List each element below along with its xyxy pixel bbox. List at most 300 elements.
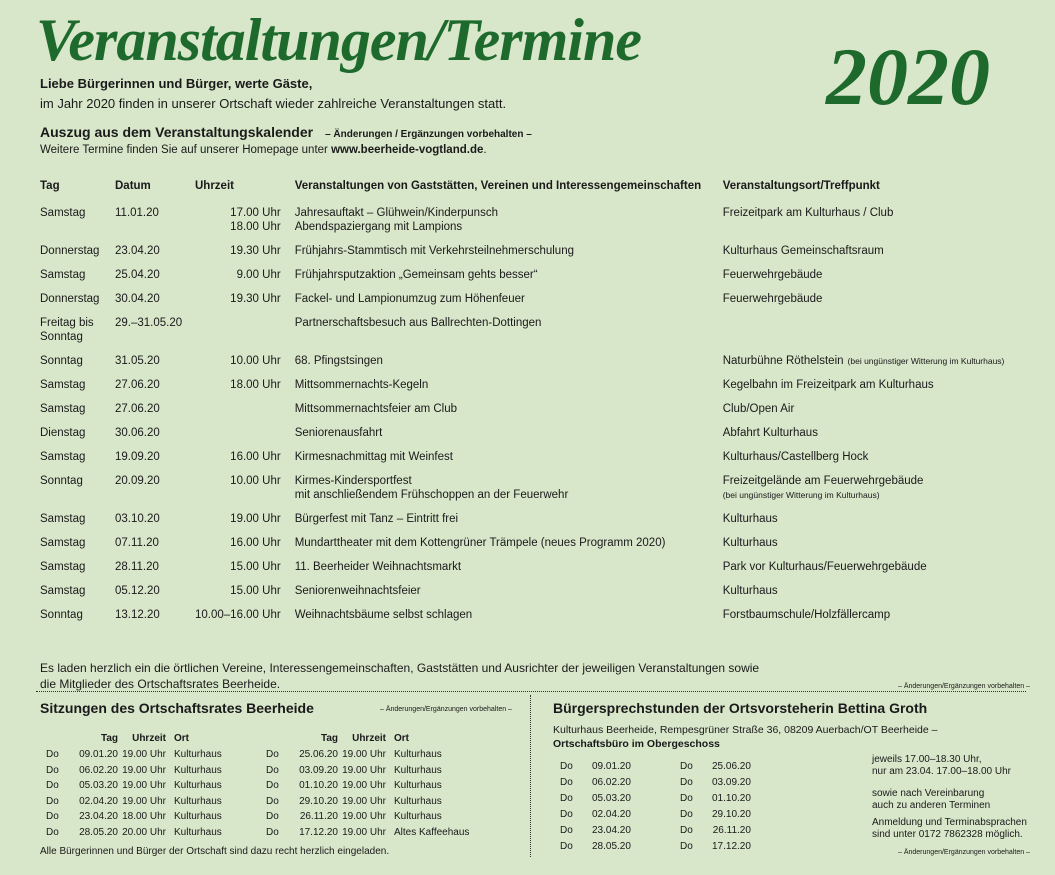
sitzung-date: 06.02.20 (79, 764, 118, 776)
sitzung-row (266, 779, 473, 795)
event-row (40, 474, 1023, 512)
event-title (295, 474, 723, 512)
event-location (723, 206, 1023, 244)
sitzung-day: Do (46, 795, 59, 807)
event-date: 11.01.20 (115, 207, 159, 219)
event-day (40, 244, 115, 268)
sitzung-day: Do (46, 780, 59, 791)
sprechstunde-row (680, 776, 755, 792)
event-time (195, 354, 295, 378)
event-day (40, 584, 115, 608)
event-day-text: Samstag (40, 379, 86, 391)
sitz-left-col-ort: Ort (174, 733, 189, 744)
event-title-text: Mundarttheater mit dem Kottengrüner Trämpele (neues Programm 2020) (294, 537, 666, 549)
event-title-text: 11. Beerheider Weihnachtsmarkt (294, 561, 462, 573)
event-row (40, 450, 1023, 474)
event-date: 20.09.20 (115, 475, 160, 487)
event-time (195, 608, 295, 632)
sitzung-time: 19.00 Uhr (122, 764, 166, 776)
sprechstunde-day: Do (680, 793, 693, 804)
sitzung-day: Do (46, 749, 59, 760)
event-row (40, 536, 1023, 560)
event-date: 07.11.20 (115, 537, 159, 549)
sitzung-date: 17.12.20 (299, 826, 338, 838)
event-time-text: 19.00 Uhr (230, 513, 281, 525)
sitzung-date: 25.06.20 (299, 749, 338, 760)
sprech-info-3b: sind unter 0172 7862328 möglich. (872, 829, 1023, 840)
sitzung-day: Do (266, 811, 279, 822)
event-location (723, 354, 1023, 378)
event-location-line (723, 244, 1023, 258)
event-title (295, 354, 723, 378)
sprechstunde-date: 23.04.20 (592, 825, 631, 836)
event-time (195, 378, 295, 402)
event-day-text: Samstag (40, 513, 86, 525)
sprechstunde-day: Do (560, 777, 573, 788)
event-day-text: Sonntag (40, 475, 83, 487)
event-location-line (723, 536, 1023, 550)
event-time (195, 474, 295, 512)
event-location (723, 268, 1023, 292)
sitzung-date: 05.03.20 (79, 780, 118, 791)
divider-vertical (530, 695, 531, 857)
event-day-text: Sonntag (40, 609, 83, 621)
event-location (723, 584, 1023, 608)
event-title-text: Seniorenausfahrt (294, 427, 383, 439)
event-location (723, 474, 1023, 512)
sprechstunde-day: Do (680, 809, 693, 820)
event-day (40, 426, 115, 450)
event-time (195, 560, 295, 584)
event-location-line (723, 378, 1023, 392)
event-day-text: Samstag (40, 451, 86, 463)
sitzung-day: Do (266, 780, 279, 791)
sprechstunde-day: Do (560, 761, 573, 772)
event-day (40, 206, 115, 244)
sitzung-day: Do (266, 749, 279, 760)
event-title (295, 512, 723, 536)
events-body (40, 206, 1023, 632)
sitz-right-empty (266, 733, 288, 748)
homepage-line (40, 144, 487, 156)
event-location (723, 450, 1023, 474)
sprechstunde-row (680, 824, 755, 840)
event-date: 19.09.20 (115, 451, 160, 463)
sitzung-time: 19.00 Uhr (342, 811, 386, 822)
sitzung-day: Do (266, 764, 279, 776)
event-location (723, 512, 1023, 536)
sitzung-row (46, 748, 226, 764)
event-day (40, 316, 115, 354)
event-day-text: Samstag (40, 561, 86, 573)
event-time-text: 10.00 Uhr (230, 355, 281, 367)
event-date: 31.05.20 (115, 355, 160, 367)
event-row (40, 560, 1023, 584)
sitzung-location: Kulturhaus (174, 780, 222, 791)
event-title (295, 206, 723, 244)
sitzung-date: 01.10.20 (299, 780, 338, 791)
sprechstunde-row (560, 776, 635, 792)
sprechstunde-row (680, 760, 755, 776)
event-title-text: Weihnachtsbäume selbst schlagen (294, 609, 473, 621)
event-location-text: Club/Open Air (722, 403, 795, 415)
sprechstunde-date: 26.11.20 (712, 825, 751, 836)
sitzungen-left-header (46, 733, 226, 748)
sprechstunden-address: Kulturhaus Beerheide, Rempesgrüner Straße 36, 08209 Auerbach/OT Beerheide – (553, 724, 938, 736)
event-title (295, 378, 723, 402)
closing-note: – Änderungen/Ergänzungen vorbehalten – (898, 683, 1030, 690)
divider-horizontal (36, 691, 1026, 692)
sprechstunde-date: 06.02.20 (592, 777, 631, 788)
event-date: 30.06.20 (115, 427, 160, 439)
event-title (295, 244, 723, 268)
event-day (40, 536, 115, 560)
sprechstunden-heading: Bürgersprechstunden der Ortsvorsteherin Bettina Groth (553, 700, 928, 716)
sitzung-row (266, 748, 473, 764)
events-table (40, 180, 1023, 632)
homepage-prefix: Weitere Termine finden Sie auf unserer Homepage unter (40, 144, 332, 156)
sitzungen-left-body (46, 748, 226, 841)
event-location-line (723, 584, 1023, 598)
event-time-text: 19.30 Uhr (230, 245, 281, 257)
sprechstunde-date: 02.04.20 (592, 809, 631, 820)
sitzung-date: 03.09.20 (299, 764, 338, 776)
event-location-line (723, 608, 1023, 622)
event-time-text-2: 18.00 Uhr (230, 221, 281, 233)
sprechstunde-day: Do (560, 793, 573, 804)
event-title-text: Kirmesnachmittag mit Weinfest (294, 451, 453, 463)
homepage-suffix: . (483, 144, 487, 156)
event-location-text: Kegelbahn im Freizeitpark am Kulturhaus (722, 379, 934, 391)
event-row (40, 268, 1023, 292)
event-location-note: (bei ungünstiger Witterung im Kulturhaus) (722, 490, 880, 500)
event-date: 25.04.20 (115, 269, 160, 281)
col-datum: Datum (115, 180, 151, 192)
sitzung-time: 18.00 Uhr (122, 811, 166, 822)
event-location-text: Feuerwehrgebäude (722, 269, 823, 281)
closing-line-2: die Mitglieder des Ortschaftsrates Beerheide. (40, 677, 281, 691)
sitzung-location: Kulturhaus (174, 749, 222, 760)
sitzung-location: Kulturhaus (394, 795, 442, 807)
event-day-text: Donnerstag (40, 245, 100, 257)
page-title: Veranstaltungen/Termine (36, 7, 641, 73)
event-day-text: Donnerstag (40, 293, 100, 305)
sitzung-day: Do (46, 826, 59, 838)
sprech-note: – Änderungen/Ergänzungen vorbehalten – (898, 849, 1030, 856)
event-date: 03.10.20 (115, 513, 160, 525)
sprechstunde-row (680, 840, 755, 856)
sitzung-location: Kulturhaus (394, 749, 442, 760)
closing-line-1: Es laden herzlich ein die örtlichen Vereine, Interessengemeinschaften, Gaststätten und Ausrichter der jeweiligen Veranstaltungen sowie (40, 661, 760, 675)
sitzung-time: 19.00 Uhr (342, 749, 386, 760)
event-time (195, 426, 295, 450)
event-title-text: Partnerschaftsbesuch aus Ballrechten-Dottingen (294, 317, 542, 329)
event-location-text: Abfahrt Kulturhaus (722, 427, 818, 439)
sprechstunde-day: Do (560, 825, 573, 836)
event-row (40, 402, 1023, 426)
event-location-text: Naturbühne Röthelstein (722, 355, 844, 367)
sitz-right-col-ort: Ort (394, 733, 409, 744)
event-title (295, 268, 723, 292)
event-title-text: 68. Pfingstsingen (294, 355, 383, 367)
event-time-text: 10.00–16.00 Uhr (195, 609, 281, 621)
sprech-info-1b: nur am 23.04. 17.00–18.00 Uhr (872, 766, 1011, 777)
event-day-text: Samstag (40, 403, 86, 415)
intro-greeting: Liebe Bürgerinnen und Bürger, werte Gäste, (40, 76, 313, 91)
event-date: 29.–31.05.20 (115, 317, 183, 329)
event-row (40, 316, 1023, 354)
sitzung-row (266, 764, 473, 780)
event-location (723, 316, 1023, 354)
event-time (195, 206, 295, 244)
sitzung-row (266, 795, 473, 811)
event-time-text: 15.00 Uhr (230, 585, 281, 597)
event-day-text-2: Sonntag (40, 331, 83, 343)
event-location-line (723, 474, 1023, 488)
event-location-text: Kulturhaus (722, 585, 778, 597)
sprechstunde-row (560, 824, 635, 840)
event-row (40, 426, 1023, 450)
sitzung-location: Kulturhaus (174, 811, 222, 822)
sprech-table-right (680, 760, 755, 856)
event-day-text: Freitag bis (40, 317, 94, 329)
sprechstunde-date: 03.09.20 (712, 777, 751, 788)
event-location (723, 292, 1023, 316)
event-row (40, 354, 1023, 378)
sitzung-location: Kulturhaus (394, 780, 442, 791)
sprech-info-2a: sowie nach Vereinbarung (872, 788, 985, 799)
event-day-text: Samstag (40, 207, 86, 219)
event-title-text: Mittsommernachtsfeier am Club (294, 403, 458, 415)
sitzungen-table-left (46, 733, 226, 841)
sitzungen-footer: Alle Bürgerinnen und Bürger der Ortschaft sind dazu recht herzlich eingeladen. (40, 846, 390, 857)
sprech-info-appointment (872, 788, 990, 812)
event-day (40, 378, 115, 402)
sitz-left-empty (46, 733, 68, 748)
event-location-line (723, 354, 1023, 368)
event-time (195, 450, 295, 474)
event-location-line (723, 426, 1023, 440)
event-row (40, 584, 1023, 608)
sitzung-time: 19.00 Uhr (342, 795, 386, 807)
sitzung-location: Kulturhaus (174, 795, 222, 807)
sitzungen-note: – Änderungen/Ergänzungen vorbehalten – (380, 706, 512, 713)
event-time (195, 402, 295, 426)
event-title-text: Frühjahrsputzaktion „Gemeinsam gehts besser“ (294, 269, 538, 281)
event-day-text: Sonntag (40, 355, 83, 367)
event-date: 27.06.20 (115, 379, 160, 391)
sprechstunde-row (560, 792, 635, 808)
sprechstunde-date: 09.01.20 (592, 761, 631, 772)
event-location-line (723, 268, 1023, 282)
sitzung-time: 19.00 Uhr (342, 780, 386, 791)
event-location-inline-note: (bei ungünstiger Witterung im Kulturhaus) (847, 356, 1005, 366)
event-title-text-2: mit anschließendem Frühschoppen an der Feuerwehr (294, 489, 569, 501)
sprechstunde-date: 17.12.20 (712, 841, 751, 852)
event-time (195, 268, 295, 292)
event-location-text: Kulturhaus Gemeinschaftsraum (722, 245, 884, 257)
event-time-text: 18.00 Uhr (230, 379, 281, 391)
sitzung-date: 28.05.20 (79, 826, 118, 838)
event-title (295, 402, 723, 426)
event-day (40, 268, 115, 292)
event-location-text: Freizeitpark am Kulturhaus / Club (722, 207, 894, 219)
sitz-right-col-uhrzeit: Uhrzeit (352, 733, 386, 744)
sprechstunden-office: Ortschaftsbüro im Obergeschoss (553, 738, 720, 750)
sitzungen-right-body (266, 748, 473, 841)
event-title-text: Bürgerfest mit Tanz – Eintritt frei (294, 513, 459, 525)
sprechstunde-date: 29.10.20 (712, 809, 751, 820)
event-time (195, 316, 295, 354)
event-location-text: Kulturhaus/Castellberg Hock (722, 451, 869, 463)
sitzungen-right-header (266, 733, 473, 748)
sitz-left-col-uhrzeit: Uhrzeit (132, 733, 166, 744)
sitzung-time: 20.00 Uhr (122, 826, 166, 838)
sprech-info-2b: auch zu anderen Terminen (872, 800, 991, 811)
sprech-left-body (560, 760, 635, 856)
event-day (40, 608, 115, 632)
sitzung-date: 29.10.20 (299, 795, 338, 807)
calendar-heading (40, 124, 532, 140)
event-location-line (723, 512, 1023, 526)
sprech-table-left (560, 760, 635, 856)
event-time-text: 17.00 Uhr (230, 207, 281, 219)
sitzung-location: Kulturhaus (394, 764, 442, 776)
sitzung-day: Do (46, 764, 59, 776)
event-title (295, 292, 723, 316)
event-title-text: Seniorenweihnachtsfeier (294, 585, 421, 597)
event-time-text: 16.00 Uhr (230, 537, 281, 549)
event-time-text: 9.00 Uhr (236, 269, 281, 281)
event-location-line (723, 206, 1023, 220)
sitzung-date: 23.04.20 (79, 811, 118, 822)
sprechstunde-date: 25.06.20 (712, 761, 751, 772)
event-title-text: Frühjahrs-Stammtisch mit Verkehrsteilnehmerschulung (294, 245, 574, 257)
sitzung-day: Do (46, 811, 59, 822)
event-day (40, 450, 115, 474)
event-title (295, 316, 723, 354)
col-uhrzeit: Uhrzeit (195, 180, 234, 192)
event-date: 30.04.20 (115, 293, 160, 305)
sprechstunde-day: Do (680, 825, 693, 836)
event-day (40, 474, 115, 512)
event-location-line (723, 402, 1023, 416)
event-title (295, 536, 723, 560)
event-location-line (723, 292, 1023, 306)
sprechstunde-day: Do (560, 809, 573, 820)
sprechstunde-day: Do (680, 761, 693, 772)
event-date: 05.12.20 (115, 585, 160, 597)
event-location (723, 608, 1023, 632)
event-date: 23.04.20 (115, 245, 160, 257)
sitz-right-col-tag: Tag (320, 733, 338, 744)
event-row (40, 206, 1023, 244)
closing-text (40, 660, 759, 692)
col-event: Veranstaltungen von Gaststätten, Vereinen und Interessengemeinschaften (294, 180, 702, 192)
event-title-text: Mittsommernachts-Kegeln (294, 379, 429, 391)
col-tag: Tag (40, 180, 60, 192)
event-time-text: 16.00 Uhr (230, 451, 281, 463)
sprechstunde-row (680, 808, 755, 824)
sitzung-date: 26.11.20 (299, 811, 338, 822)
event-day-text: Samstag (40, 537, 86, 549)
event-day (40, 560, 115, 584)
calendar-note: – Änderungen / Ergänzungen vorbehalten – (325, 129, 532, 140)
col-ort: Veranstaltungsort/Treffpunkt (722, 180, 880, 192)
event-time (195, 584, 295, 608)
sprechstunde-day: Do (680, 841, 693, 852)
event-title (295, 426, 723, 450)
event-time-text: 19.30 Uhr (230, 293, 281, 305)
sitzung-location: Kulturhaus (174, 764, 222, 776)
sitzung-date: 09.01.20 (79, 749, 118, 760)
sprech-info-3a: Anmeldung und Terminabsprachen (872, 817, 1027, 828)
event-title-text: Fackel- und Lampionumzug zum Höhenfeuer (294, 293, 525, 305)
event-day (40, 292, 115, 316)
homepage-link[interactable]: www.beerheide-vogtland.de (331, 144, 484, 156)
event-time-text: 15.00 Uhr (230, 561, 281, 573)
sitzungen-heading: Sitzungen des Ortschaftsrates Beerheide (40, 700, 314, 716)
event-location (723, 402, 1023, 426)
event-row (40, 244, 1023, 268)
sitzung-row (266, 810, 473, 826)
event-day-text: Dienstag (40, 427, 86, 439)
sitzung-time: 19.00 Uhr (342, 826, 386, 838)
event-time (195, 292, 295, 316)
sitzung-time: 19.00 Uhr (342, 764, 386, 776)
sitzung-day: Do (266, 826, 279, 838)
sitzung-row (46, 779, 226, 795)
event-location (723, 560, 1023, 584)
intro-text: im Jahr 2020 finden in unserer Ortschaft wieder zahlreiche Veranstaltungen statt. (40, 96, 507, 111)
event-location-line (723, 450, 1023, 464)
event-location-text: Forstbaumschule/Holzfällercamp (722, 609, 891, 621)
event-date: 27.06.20 (115, 403, 160, 415)
event-title (295, 450, 723, 474)
event-day (40, 354, 115, 378)
event-location (723, 426, 1023, 450)
event-location-text: Kulturhaus (722, 537, 778, 549)
event-title (295, 608, 723, 632)
event-title (295, 584, 723, 608)
sprechstunde-day: Do (560, 841, 573, 852)
event-row (40, 512, 1023, 536)
sprechstunde-row (680, 792, 755, 808)
event-row (40, 378, 1023, 402)
event-time (195, 512, 295, 536)
event-day (40, 512, 115, 536)
page-year: 2020 (826, 31, 990, 122)
event-time (195, 244, 295, 268)
event-day-text: Samstag (40, 269, 86, 281)
sitzung-row (46, 810, 226, 826)
event-time-text: 10.00 Uhr (230, 475, 281, 487)
sprech-info-contact (872, 817, 1027, 841)
event-location-line (723, 560, 1023, 574)
event-title (295, 560, 723, 584)
event-location (723, 244, 1023, 268)
sprechstunde-row (560, 760, 635, 776)
event-date: 13.12.20 (115, 609, 160, 621)
sitzung-time: 19.00 Uhr (122, 795, 166, 807)
sitzung-row (266, 826, 473, 842)
sitzung-time: 19.00 Uhr (122, 780, 166, 791)
event-location (723, 378, 1023, 402)
sprechstunde-row (560, 808, 635, 824)
event-title-text: Kirmes-Kindersportfest (294, 475, 412, 487)
events-header-row (40, 180, 1023, 206)
sprechstunde-row (560, 840, 635, 856)
